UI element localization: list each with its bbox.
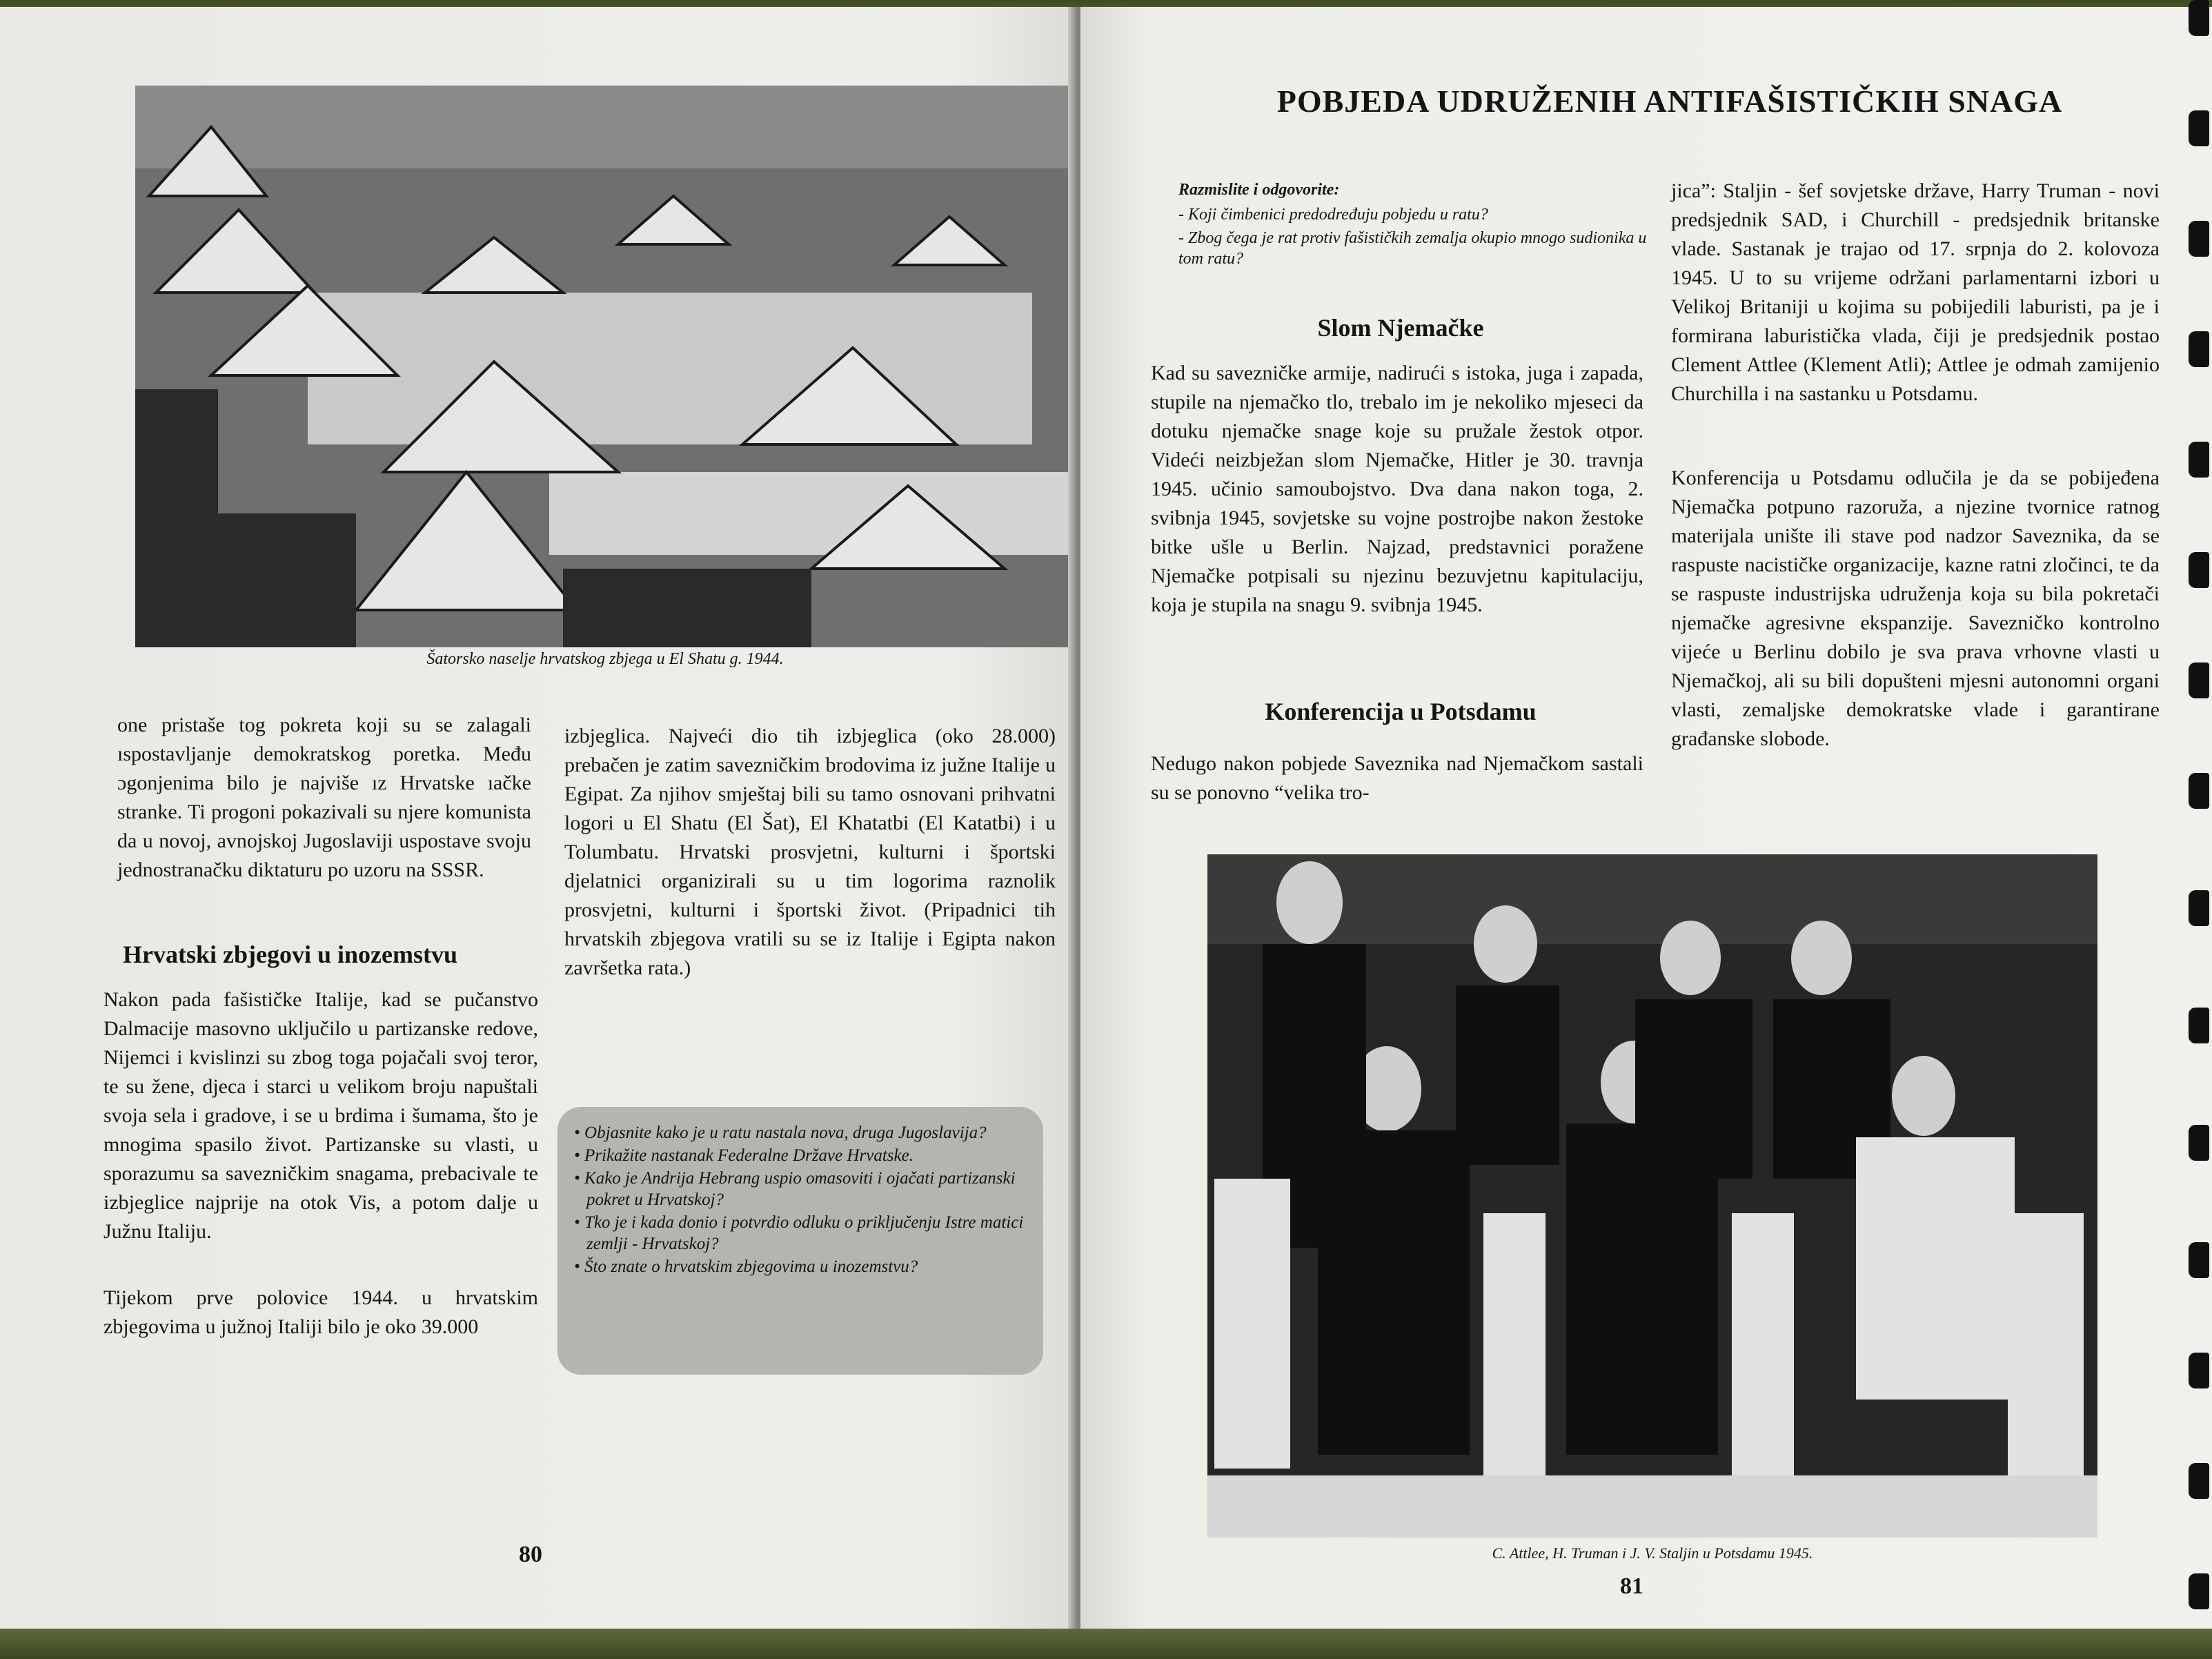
binding-ring [2189, 1353, 2209, 1388]
potsdam-caption: C. Attlee, H. Truman i J. V. Staljin u Potsdamu 1945. [1492, 1544, 1813, 1562]
page-number-left: 80 [519, 1542, 542, 1567]
potsdam-leaders-illustration [1207, 854, 2097, 1538]
binding-ring [2189, 1008, 2209, 1043]
slom-njemacke-heading: Slom Njemačke [1317, 314, 1484, 342]
right-col2-paragraph-2: Konferencija u Potsdamu odlučila je da se pobijeđena Njemačka potpuno razoruža, a njezine tvornice ratnog materijala unište ili stave pod nadzor Saveznika, da se raspuste nacističke organizacije, kazne ratni zločinci, te da se raspuste industrijska udruženja koja su bila pokretači njemačke agresivne ekspanzije. Savezničko kontrolno vijeće u Berlinu dobilo je sva prava vrhovne vlasti u Njemačkoj, ali su bili dopušteni mjesni autonomni organi vlasti, zemaljske demokratske vlade i garantirane građanske slobode. [1671, 467, 2160, 750]
chapter-title: POBJEDA UDRUŽENIH ANTIFAŠISTIČKIH SNAGA [1276, 84, 2063, 119]
review-questions-box [557, 1107, 1043, 1375]
binding-ring [2189, 1573, 2209, 1609]
review-questions-list [574, 1122, 1027, 1277]
background-bottom [0, 1629, 2212, 1659]
zbjegovi-subheading: Hrvatski zbjegovi u inozemstvu [123, 941, 457, 968]
binding-ring [2189, 552, 2209, 588]
binding-ring [2189, 0, 2209, 36]
binding-ring [2189, 773, 2209, 809]
left-col2-paragraph: izbjeglica. Najveći dio tih izbjeglica (oko 28.000) prebačen je zatim savezničkim brodovima iz južne Italije u Egipat. Za njihov smještaj bili su tamo osnovani prihvatni logori u El Shatu (El Šat), El Khatatbi (El Katatbi) i u Tolumbatu. Hrvatski prosvjetni, kulturni i športski djelatnici organizirali su u tim logorima raznolik prosvjetni, kulturni i športski život. (Pripadnici tih hrvatskih zbjegova vratili su se iz Italije i Egipta nakon završetka rata.) [564, 725, 1056, 979]
binding-ring [2189, 1242, 2209, 1278]
binding-ring [2189, 442, 2209, 478]
review-question: • Kako je Andrija Hebrang uspio omasoviti i ojačati partizanski pokret u Hrvatskoj? [574, 1168, 1027, 1210]
binding-ring [2189, 221, 2209, 257]
review-question: • Objasnite kako je u ratu nastala nova, druga Jugoslavija? [574, 1122, 1027, 1143]
binding-ring [2189, 110, 2209, 146]
left-col1-body-paragraph-2: Tijekom prve polovice 1944. u hrvatskim zbjegovima u južnoj Italiji bilo je oko 39.000 [103, 1286, 538, 1338]
think-question: - Zbog čega je rat protiv fašističkih zemalja okupio mnogo sudionika u tom ratu? [1178, 229, 1647, 268]
left-col1-intro-paragraph: one pristaše tog pokreta koji su se zalagali ıspostavljanje demokratskog poretka. Među ɔgonjenima bilo je najviše ız Hrvatske ıačke stranke. Ti progoni pokazivali su njere komunista da u novoj, avnojskoj Jugoslaviji uspostave svoju jednostranačku diktaturu po uzoru na SSSR. [117, 714, 531, 881]
binding-ring [2189, 1463, 2209, 1499]
right-col2-paragraph: jica”: Staljin - šef sovjetske države, Harry Truman - novi predsjednik SAD, i Churchill - predsjednik britanske vlade. Sastanak je trajao od 17. srpnja do 2. kolovoza 1945. U to su vrijeme održani parlamentarni izbori u Velikoj Britaniji u kojima su pobijedili laburisti, pa je i formirana laburistička vlada, čiji je predsjednik postao Clement Attlee (Klement Atli); Attlee je odmah zamijenio Churchilla i na sastanku u Potsdamu. [1671, 179, 2160, 405]
potsdam-intro-paragraph: Nedugo nakon pobjede Saveznika nad Njemačkom sastali su se ponovno “velika tro- [1151, 752, 1643, 804]
review-question: • Tko je i kada donio i potvrdio odluku o priključenju Istre matici zemlji - Hrvatskoj? [574, 1212, 1027, 1255]
binding-ring [2189, 662, 2209, 698]
tent-camp-illustration [135, 86, 1075, 647]
think-heading: Razmislite i odgovorite: [1178, 181, 1340, 199]
left-col1-body-paragraph: Nakon pada fašističke Italije, kad se pučanstvo Dalmacije masovno uključilo u partizanske redove, Nijemci i kvislinzi su zbog toga pojačali svoj teror, te su žene, djeca i starci u velikom broju napuštali svoja sela i gradove, i se u brdima i šumama, što je mnogima spasilo život. Partizanske su vlasti, u sporazumu sa savezničkim snagama, prebacivale te izbjeglice najprije na otok Vis, a potom dalje u Južnu Italiju. [103, 988, 538, 1243]
potsdam-leaders-photo [1207, 854, 2097, 1538]
tent-camp-caption: Šatorsko naselje hrvatskog zbjega u El Shatu g. 1944. [426, 650, 784, 668]
potsdam-heading: Konferencija u Potsdamu [1265, 698, 1537, 725]
review-question: • Prikažite nastanak Federalne Države Hrvatske. [574, 1145, 1027, 1166]
binding-ring [2189, 1125, 2209, 1161]
tent-camp-photo [135, 86, 1075, 647]
page-number-right: 81 [1620, 1573, 1643, 1599]
binding-ring [2189, 331, 2209, 367]
think-question: - Koji čimbenici predodređuju pobjedu u ratu? [1178, 206, 1488, 224]
binding-ring [2189, 890, 2209, 926]
review-question: • Što znate o hrvatskim zbjegovima u inozemstvu? [574, 1256, 1027, 1277]
slom-njemacke-paragraph: Kad su savezničke armije, nadirući s istoka, juga i zapada, stupile na njemačko tlo, trebalo im je nekoliko mjeseci da dotuku njemačke snage koje su pružale žestok otpor. Videći neizbježan slom Njemačke, Hitler je 30. travnja 1945. učinio samoubojstvo. Dva dana nakon toga, 2. svibnja 1945, sovjetske su vojne postrojbe nakon žestoke bitke ušle u Berlin. Najzad, predstavnici poražene Njemačke potpisali su njezinu bezuvjetnu kapitulaciju, koja je stupila na snagu 9. svibnja 1945. [1151, 362, 1643, 616]
